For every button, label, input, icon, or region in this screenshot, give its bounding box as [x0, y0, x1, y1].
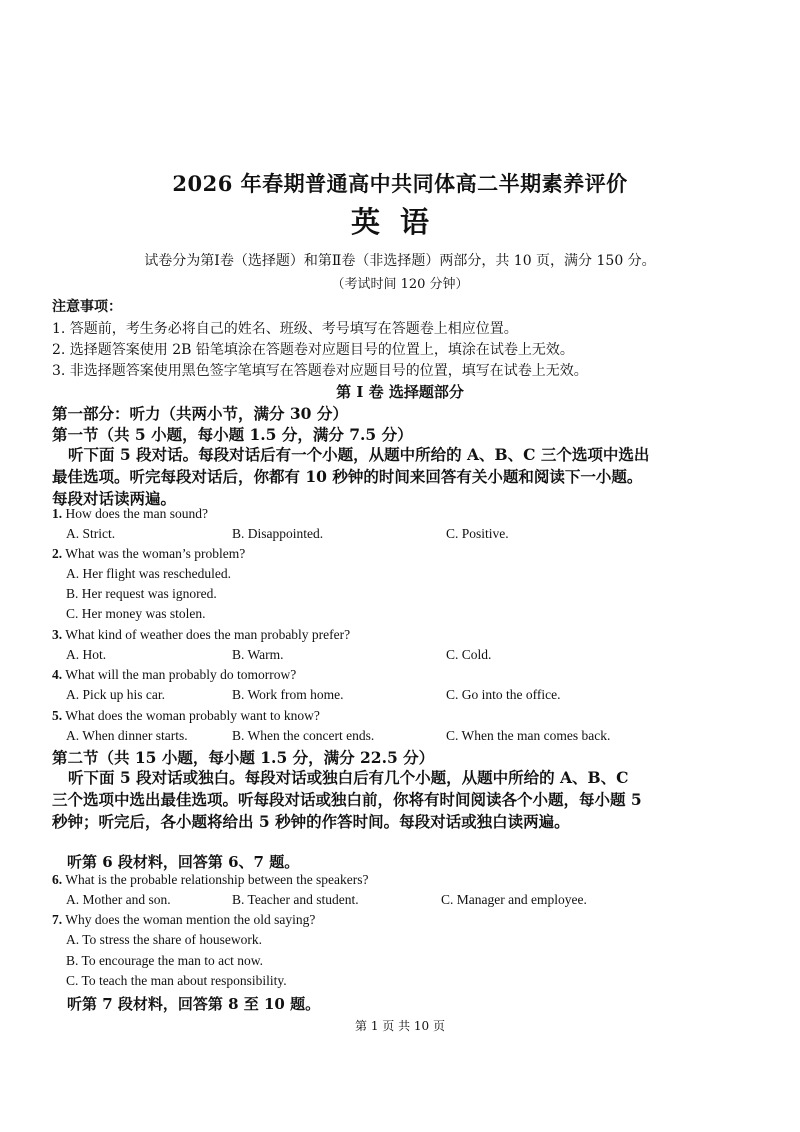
option-c: C. Manager and employee. [441, 892, 587, 907]
question-number: 4. [52, 667, 63, 682]
volume-heading: 第 I 卷 选择题部分 [336, 383, 464, 401]
notice-item: 3. 非选择题答案使用黑色签字笔填写在答题卷对应题目号的位置，填写在试卷上无效。 [52, 363, 588, 379]
section-instructions: 听下面 5 段对话。每段对话后有一个小题，从题中所给的 A、B、C 三个选项中选出最佳选项。听完每段对话后，你都有 10 秒钟的时间来回答有关小题和阅读下一小题。每段对话读两遍。 [52, 445, 650, 508]
section-heading: 第二节（共 15 小题，每小题 1.5 分，满分 22.5 分） [52, 748, 435, 767]
question-4 [52, 667, 296, 683]
option-a: A. Pick up his car. [66, 687, 165, 702]
section-heading: 第一节（共 5 小题，每小题 1.5 分，满分 7.5 分） [52, 425, 413, 444]
option-a: A. When dinner starts. [66, 728, 188, 743]
question-number: 5. [52, 708, 63, 723]
notice-heading: 注意事项： [52, 299, 122, 315]
option-a: A. Mother and son. [66, 892, 171, 907]
question-text: What was the woman’s problem? [65, 546, 246, 561]
part-heading: 第一部分：听力（共两小节，满分 30 分） [52, 404, 348, 423]
question-2 [52, 546, 245, 562]
section-instructions: 听下面 5 段对话或独白。每段对话或独白后有几个小题，从题中所给的 A、B、C 三个选项中选出最佳选项。听每段对话或独白前，你将有时间阅读各个小题，每小题 5 秒钟；听完后，各小题将给出 5 秒钟的作答时间。每段对话或独白读两遍。 [52, 768, 642, 831]
notice-item: 1. 答题前，考生务必将自己的姓名、班级、考号填写在答题卷上相应位置。 [52, 321, 518, 337]
question-6 [52, 872, 369, 888]
option-c: C. Cold. [446, 647, 492, 662]
option-c: C. To teach the man about responsibility. [66, 973, 287, 988]
exam-intro: 试卷分为第Ⅰ卷（选择题）和第Ⅱ卷（非选择题）两部分，共 10 页，满分 150 分。 [144, 253, 656, 269]
question-1 [52, 506, 208, 522]
question-number: 6. [52, 872, 63, 887]
question-5 [52, 708, 320, 724]
question-text: What is the probable relationship between the speakers? [65, 872, 369, 887]
option-b: B. When the concert ends. [232, 728, 375, 743]
material-heading: 听第 6 段材料，回答第 6、7 题。 [67, 853, 300, 871]
question-number: 7. [52, 912, 63, 927]
notice-item: 2. 选择题答案使用 2B 铅笔填涂在答题卷对应题目号的位置上，填涂在试卷上无效。 [52, 342, 574, 358]
option-a: A. Her flight was rescheduled. [66, 566, 231, 581]
question-number: 2. [52, 546, 63, 561]
question-3 [52, 627, 350, 643]
option-c: C. When the man comes back. [446, 728, 611, 743]
question-text: What will the man probably do tomorrow? [65, 667, 297, 682]
option-c: C. Positive. [446, 526, 509, 541]
exam-title: 2026 年春期普通高中共同体高二半期素养评价 [172, 171, 628, 196]
question-text: What does the woman probably want to know? [65, 708, 320, 723]
option-a: A. Strict. [66, 526, 116, 541]
option-b: B. Teacher and student. [232, 892, 359, 907]
exam-time: （考试时间 120 分钟） [331, 277, 469, 292]
page-footer: 第 1 页 共 10 页 [355, 1019, 445, 1033]
material-heading: 听第 7 段材料，回答第 8 至 10 题。 [67, 995, 321, 1013]
option-b: B. Her request was ignored. [66, 586, 217, 601]
question-7 [52, 912, 315, 928]
question-text: How does the man sound? [65, 506, 208, 521]
option-c: C. Go into the office. [446, 687, 561, 702]
question-text: What kind of weather does the man probably prefer? [65, 627, 351, 642]
question-number: 1. [52, 506, 63, 521]
option-b: B. Disappointed. [232, 526, 324, 541]
question-text: Why does the woman mention the old saying? [65, 912, 316, 927]
option-b: B. Warm. [232, 647, 284, 662]
option-b: B. To encourage the man to act now. [66, 953, 263, 968]
option-c: C. Her money was stolen. [66, 606, 206, 621]
subject-heading: 英语 [350, 205, 449, 239]
option-a: A. Hot. [66, 647, 107, 662]
option-b: B. Work from home. [232, 687, 344, 702]
option-a: A. To stress the share of housework. [66, 932, 263, 947]
question-number: 3. [52, 627, 63, 642]
